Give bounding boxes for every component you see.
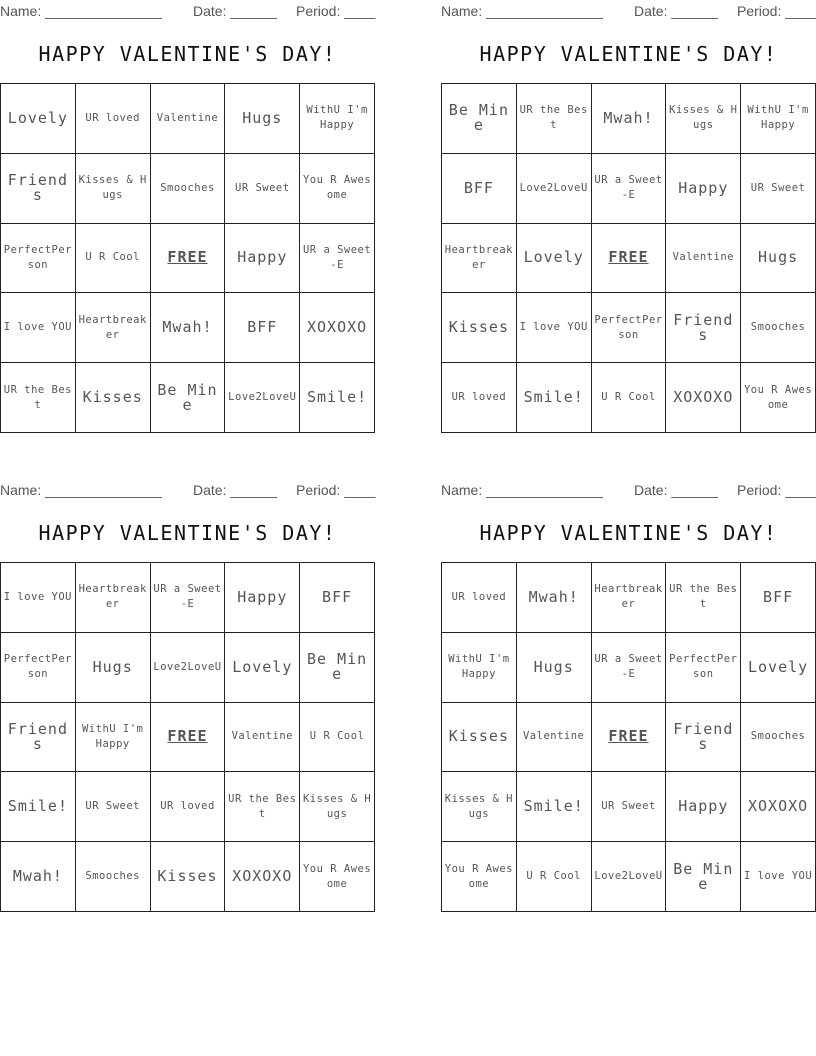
period-field[interactable]: Period: ____ [296,482,376,498]
bingo-cell: UR Sweet [76,772,151,842]
bingo-cell: U R Cool [592,363,667,433]
bingo-cell: Smile! [517,772,592,842]
bingo-cell: Lovely [225,633,300,703]
bingo-cell: XOXOXO [666,363,741,433]
bingo-cell: Mwah! [151,293,226,363]
bingo-cell: Valentine [666,224,741,294]
bingo-cell: Heartbreaker [442,224,517,294]
bingo-cell: Happy [225,224,300,294]
bingo-cell: I love YOU [1,293,76,363]
bingo-grid [441,83,816,433]
bingo-cell: You R Awesome [300,154,375,224]
card-title: HAPPY VALENTINE'S DAY! [479,521,778,545]
bingo-grid [0,83,375,433]
free-space: FREE [592,224,667,294]
bingo-cell: Kisses [442,703,517,773]
bingo-cell: Heartbreaker [76,563,151,633]
bingo-cell: UR loved [76,84,151,154]
bingo-cell: Hugs [76,633,151,703]
bingo-cell: UR loved [442,563,517,633]
bingo-cell: You R Awesome [741,363,816,433]
bingo-cell: Hugs [225,84,300,154]
bingo-cell: Valentine [225,703,300,773]
bingo-cell: Be Mine [300,633,375,703]
bingo-cell: Hugs [517,633,592,703]
bingo-cell: Smooches [151,154,226,224]
bingo-cell: UR Sweet [592,772,667,842]
bingo-cell: You R Awesome [300,842,375,912]
bingo-cell: Hugs [741,224,816,294]
bingo-cell: U R Cool [517,842,592,912]
bingo-cell: UR loved [442,363,517,433]
bingo-cell: Mwah! [1,842,76,912]
bingo-cell: Kisses [151,842,226,912]
bingo-cell: Lovely [517,224,592,294]
bingo-cell: I love YOU [517,293,592,363]
bingo-cell: WithU I'm Happy [741,84,816,154]
bingo-cell: UR the Best [517,84,592,154]
bingo-cell: Happy [666,772,741,842]
bingo-grid [441,562,816,912]
bingo-cell: Be Mine [151,363,226,433]
bingo-cell: BFF [300,563,375,633]
bingo-cell: Friends [1,154,76,224]
period-field[interactable]: Period: ____ [737,482,816,498]
bingo-cell: UR a Sweet-E [592,154,667,224]
bingo-cell: Valentine [151,84,226,154]
name-field[interactable]: Name: _______________ [441,3,603,19]
bingo-cell: XOXOXO [741,772,816,842]
bingo-cell: I love YOU [1,563,76,633]
bingo-cell: UR a Sweet-E [592,633,667,703]
bingo-cell: UR the Best [1,363,76,433]
bingo-cell: You R Awesome [442,842,517,912]
bingo-cell: Be Mine [442,84,517,154]
bingo-cell: Kisses & Hugs [76,154,151,224]
bingo-cell: Mwah! [517,563,592,633]
bingo-cell: WithU I'm Happy [300,84,375,154]
bingo-cell: Lovely [1,84,76,154]
bingo-cell: UR a Sweet-E [300,224,375,294]
bingo-cell: Smile! [1,772,76,842]
bingo-cell: Kisses [442,293,517,363]
bingo-cell: Friends [666,293,741,363]
bingo-cell: XOXOXO [225,842,300,912]
bingo-cell: Kisses & Hugs [666,84,741,154]
student-info-line [441,482,816,498]
bingo-cell: BFF [741,563,816,633]
bingo-cell: Love2LoveU [592,842,667,912]
bingo-cell: Lovely [741,633,816,703]
date-field[interactable]: Date: ______ [634,3,719,19]
bingo-cell: BFF [225,293,300,363]
bingo-cell: Happy [225,563,300,633]
bingo-cell: UR a Sweet-E [151,563,226,633]
bingo-cell: WithU I'm Happy [442,633,517,703]
bingo-cell: Kisses & Hugs [300,772,375,842]
bingo-cell: Smooches [76,842,151,912]
free-space: FREE [592,703,667,773]
date-field[interactable]: Date: ______ [634,482,719,498]
card-title: HAPPY VALENTINE'S DAY! [38,42,337,66]
card-title: HAPPY VALENTINE'S DAY! [38,521,337,545]
bingo-cell: Smooches [741,703,816,773]
bingo-cell: Love2LoveU [517,154,592,224]
bingo-cell: Smile! [517,363,592,433]
bingo-cell: PerfectPerson [592,293,667,363]
bingo-cell: Smile! [300,363,375,433]
bingo-cell: UR the Best [225,772,300,842]
bingo-cell: BFF [442,154,517,224]
bingo-cell: Friends [666,703,741,773]
bingo-cell: U R Cool [300,703,375,773]
bingo-cell: Happy [666,154,741,224]
bingo-cell: I love YOU [741,842,816,912]
student-info-line [0,482,375,498]
bingo-cell: Valentine [517,703,592,773]
bingo-cell: PerfectPerson [666,633,741,703]
free-space: FREE [151,224,226,294]
bingo-cell: UR Sweet [741,154,816,224]
bingo-cell: UR the Best [666,563,741,633]
bingo-cell: Heartbreaker [76,293,151,363]
period-field[interactable]: Period: ____ [737,3,816,19]
free-space: FREE [151,703,226,773]
bingo-cell: UR Sweet [225,154,300,224]
bingo-cell: Heartbreaker [592,563,667,633]
student-info-line [441,3,816,19]
date-field[interactable]: Date: ______ [193,3,278,19]
bingo-cell: Kisses & Hugs [442,772,517,842]
name-field[interactable]: Name: _______________ [0,482,162,498]
bingo-cell: PerfectPerson [1,224,76,294]
period-field[interactable]: Period: ____ [296,3,376,19]
bingo-cell: Friends [1,703,76,773]
date-field[interactable]: Date: ______ [193,482,278,498]
name-field[interactable]: Name: _______________ [0,3,162,19]
card-title: HAPPY VALENTINE'S DAY! [479,42,778,66]
bingo-cell: Smooches [741,293,816,363]
bingo-cell: PerfectPerson [1,633,76,703]
bingo-cell: U R Cool [76,224,151,294]
name-field[interactable]: Name: _______________ [441,482,603,498]
bingo-grid [0,562,375,912]
bingo-cell: Love2LoveU [225,363,300,433]
bingo-cell: Love2LoveU [151,633,226,703]
bingo-cell: UR loved [151,772,226,842]
bingo-cell: Mwah! [592,84,667,154]
bingo-cell: Be Mine [666,842,741,912]
student-info-line [0,3,375,19]
bingo-cell: WithU I'm Happy [76,703,151,773]
bingo-cell: Kisses [76,363,151,433]
bingo-cell: XOXOXO [300,293,375,363]
